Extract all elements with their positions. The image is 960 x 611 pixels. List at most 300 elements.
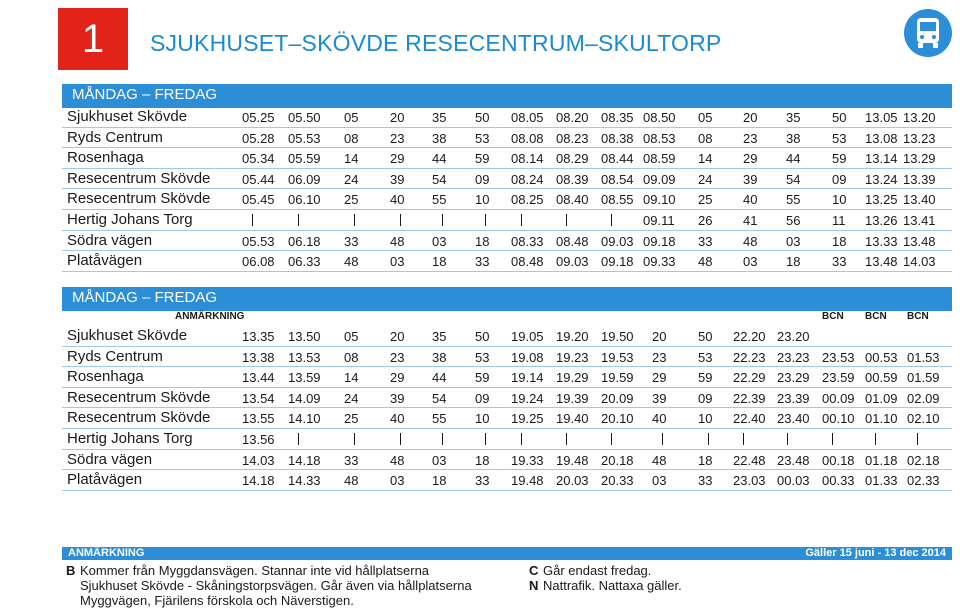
no-stop-marker (442, 214, 443, 226)
departure-time: 50 (475, 329, 490, 344)
departure-time: 09.03 (556, 254, 589, 270)
no-stop-marker (485, 433, 486, 445)
departure-time: 14.33 (288, 473, 321, 489)
departure-time: 08.14 (511, 151, 544, 167)
departure-time: 11 (832, 213, 846, 228)
stop-name: Resecentrum Skövde (67, 190, 211, 208)
row-separator (62, 469, 952, 470)
no-stop-marker (611, 214, 612, 226)
departure-time: 13.24 (865, 171, 898, 187)
departure-time: 13.44 (242, 370, 275, 386)
departure-time: 25 (344, 411, 359, 427)
departure-time: 48 (390, 452, 405, 468)
departure-time: 25 (344, 192, 359, 208)
departure-time: 20 (390, 329, 405, 344)
departure-time: 18 (832, 233, 847, 249)
row-separator (62, 490, 952, 491)
departure-time: 53 (832, 130, 847, 146)
departure-time: 00.10 (822, 411, 855, 427)
departure-time: 23.23 (777, 349, 810, 365)
no-stop-marker (298, 433, 299, 445)
departure-time: 08.39 (556, 171, 589, 187)
departure-time: 14.09 (288, 390, 321, 406)
departure-time: 23.03 (733, 473, 766, 489)
departure-time: 09.03 (601, 233, 634, 249)
no-stop-marker (400, 433, 401, 445)
departure-time: 20.10 (601, 411, 634, 427)
departure-time: 09 (475, 171, 490, 187)
departure-time: 50 (832, 110, 847, 125)
departure-time: 00.33 (822, 473, 855, 489)
departure-time: 33 (344, 233, 359, 249)
departure-time: 08.48 (556, 233, 589, 249)
departure-time: 19.40 (556, 411, 589, 427)
departure-time: 19.14 (511, 370, 544, 386)
no-stop-marker (875, 433, 876, 445)
no-stop-marker (832, 433, 833, 445)
departure-time: 13.14 (865, 151, 898, 167)
departure-time: 24 (698, 171, 713, 187)
departure-time: 18 (475, 233, 490, 249)
departure-time: 08.29 (556, 151, 589, 167)
departure-time: 20 (390, 110, 405, 125)
departure-time: 18 (786, 254, 801, 270)
departure-time: 33 (698, 473, 713, 489)
departure-time: 13.23 (903, 130, 936, 146)
departure-time: 48 (344, 473, 359, 489)
departure-time: 14 (344, 370, 359, 386)
row-separator (62, 209, 952, 210)
departure-time: 24 (344, 171, 359, 187)
row-separator (62, 250, 952, 251)
stop-name: Rosenhaga (67, 368, 144, 386)
departure-time: 23.39 (777, 390, 810, 406)
remarks-title: ANMÄRKNING (68, 547, 145, 559)
remark-label: ANMÄRKNING (175, 311, 245, 322)
no-stop-marker (442, 433, 443, 445)
stop-name: Södra vägen (67, 231, 153, 249)
departure-time: 54 (432, 390, 447, 406)
no-stop-marker (566, 214, 567, 226)
departure-time: 19.05 (511, 329, 544, 344)
no-stop-marker (252, 214, 253, 226)
departure-time: 55 (432, 192, 447, 208)
stop-name: Platåvägen (67, 252, 143, 270)
stop-name: Platåvägen (67, 471, 143, 489)
row-separator (62, 188, 952, 189)
departure-time: 06.33 (288, 254, 321, 270)
departure-time: 39 (743, 171, 758, 187)
departure-time: 08.44 (601, 151, 634, 167)
departure-time: 53 (698, 349, 713, 365)
departure-time: 01.33 (865, 473, 898, 489)
departure-time: 23 (390, 349, 405, 365)
departure-time: 22.48 (733, 452, 766, 468)
departure-time: 22.29 (733, 370, 766, 386)
departure-time: 09.33 (643, 254, 676, 270)
departure-time: 38 (786, 130, 801, 146)
section-header: MÅNDAG – FREDAG (62, 287, 952, 309)
departure-time: 35 (432, 110, 447, 125)
departure-time: 39 (390, 171, 405, 187)
departure-time: 02.10 (907, 411, 940, 427)
departure-time: 33 (832, 254, 847, 270)
departure-time: 13.59 (288, 370, 321, 386)
departure-time: 29 (390, 151, 405, 167)
departure-time: 03 (786, 233, 801, 249)
departure-time: 09.09 (643, 171, 676, 187)
departure-time: 08.24 (511, 171, 544, 187)
departure-time: 55 (786, 192, 801, 208)
row-separator (62, 428, 952, 429)
departure-time: 13.53 (288, 349, 321, 365)
departure-time: 20.09 (601, 390, 634, 406)
departure-time: 08.55 (601, 192, 634, 208)
departure-time: 19.48 (511, 473, 544, 489)
departure-time: 55 (432, 411, 447, 427)
stop-name: Resecentrum Skövde (67, 169, 211, 187)
departure-time: 08 (698, 130, 713, 146)
no-stop-marker (566, 433, 567, 445)
departure-time: 44 (432, 370, 447, 386)
departure-time: 48 (344, 254, 359, 270)
stop-name: Rosenhaga (67, 149, 144, 167)
departure-time: 03 (390, 473, 405, 489)
departure-time: 08.08 (511, 130, 544, 146)
departure-time: 19.08 (511, 349, 544, 365)
departure-time: 40 (652, 411, 667, 427)
departure-time: 13.39 (903, 171, 936, 187)
departure-time: 14.03 (242, 452, 275, 468)
departure-time: 09.11 (643, 213, 675, 228)
departure-time: 13.29 (903, 151, 936, 167)
departure-time: 08.05 (511, 110, 544, 125)
departure-time: 59 (475, 370, 490, 386)
departure-time: 22.23 (733, 349, 766, 365)
departure-time: 08.54 (601, 171, 634, 187)
departure-time: 08.53 (643, 130, 676, 146)
departure-time: 33 (475, 473, 490, 489)
no-stop-marker (708, 433, 709, 445)
row-separator (62, 147, 952, 148)
validity-text: Gäller 15 juni - 13 dec 2014 (805, 547, 946, 559)
departure-time: 08.23 (556, 130, 589, 146)
no-stop-marker (787, 433, 788, 445)
departure-time: 08.33 (511, 233, 544, 249)
departure-time: 00.59 (865, 370, 898, 386)
departure-time: 59 (698, 370, 713, 386)
departure-time: 13.41 (903, 213, 936, 228)
stop-name: Resecentrum Skövde (67, 388, 211, 406)
departure-time: 13.35 (242, 329, 275, 344)
departure-time: 53 (475, 130, 490, 146)
departure-time: 13.56 (242, 432, 275, 447)
departure-time: 05.28 (242, 130, 275, 146)
stop-name: Södra vägen (67, 450, 153, 468)
departure-time: 19.33 (511, 452, 544, 468)
row-separator (62, 168, 952, 169)
departure-time: 09 (698, 390, 713, 406)
departure-time: 35 (432, 329, 447, 344)
departure-time: 08.48 (511, 254, 544, 270)
departure-time: 13.20 (903, 110, 936, 125)
no-stop-marker (521, 433, 522, 445)
departure-time: 23.20 (777, 329, 810, 344)
departure-time: 06.10 (288, 192, 321, 208)
departure-time: 20 (652, 329, 667, 344)
departure-time: 26 (698, 213, 713, 228)
departure-time: 53 (475, 349, 490, 365)
remark-cell: BCN (865, 311, 887, 322)
departure-time: 08.59 (643, 151, 676, 167)
departure-time: 22.40 (733, 411, 766, 427)
no-stop-marker (611, 433, 612, 445)
departure-time: 13.48 (903, 233, 936, 249)
departure-time: 10 (475, 192, 490, 208)
departure-time: 22.20 (733, 329, 766, 344)
departure-time: 13.40 (903, 192, 936, 208)
no-stop-marker (400, 214, 401, 226)
departure-time: 14.18 (288, 452, 321, 468)
departure-time: 05.25 (242, 110, 275, 125)
departure-time: 13.26 (865, 213, 898, 228)
section-header: MÅNDAG – FREDAG (62, 84, 952, 106)
departure-time: 05.34 (242, 151, 275, 167)
departure-time: 10 (698, 411, 713, 427)
departure-time: 29 (652, 370, 667, 386)
departure-time: 18 (432, 254, 447, 270)
departure-time: 18 (432, 473, 447, 489)
departure-time: 18 (475, 452, 490, 468)
departure-time: 40 (743, 192, 758, 208)
departure-time: 29 (743, 151, 758, 167)
departure-time: 13.48 (865, 254, 898, 270)
departure-time: 13.05 (865, 110, 898, 125)
departure-time: 19.50 (601, 329, 634, 344)
departure-time: 06.09 (288, 171, 321, 187)
departure-time: 48 (390, 233, 405, 249)
no-stop-marker (298, 214, 299, 226)
departure-time: 00.53 (865, 349, 898, 365)
departure-time: 19.29 (556, 370, 589, 386)
no-stop-marker (743, 433, 744, 445)
section-divider (62, 106, 952, 108)
departure-time: 09 (475, 390, 490, 406)
no-stop-marker (662, 433, 663, 445)
departure-time: 48 (698, 254, 713, 270)
departure-time: 20.33 (601, 473, 634, 489)
stop-name: Sjukhuset Skövde (67, 327, 188, 344)
departure-time: 00.18 (822, 452, 855, 468)
remarks-bar (62, 547, 952, 560)
departure-time: 22.39 (733, 390, 766, 406)
no-stop-marker (354, 214, 355, 226)
departure-time: 08.38 (601, 130, 634, 146)
note-b: B Kommer från Myggdansvägen. Stannar inte vid hållplatserna Sjukhuset Skövde - Skåningstorpsvägen. Går även via hållplatserna Myggvägen, Fjärilens förskola och Näverstigen. (66, 563, 472, 608)
departure-time: 01.59 (907, 370, 940, 386)
departure-time: 08.25 (511, 192, 544, 208)
no-stop-marker (485, 214, 486, 226)
departure-time: 02.09 (907, 390, 940, 406)
departure-time: 08.40 (556, 192, 589, 208)
departure-time: 13.33 (865, 233, 898, 249)
departure-time: 13.38 (242, 349, 275, 365)
departure-time: 14.18 (242, 473, 275, 489)
departure-time: 38 (432, 349, 447, 365)
departure-time: 02.33 (907, 473, 940, 489)
departure-time: 03 (743, 254, 758, 270)
departure-time: 35 (786, 110, 801, 125)
departure-time: 39 (390, 390, 405, 406)
departure-time: 23.29 (777, 370, 810, 386)
departure-time: 44 (786, 151, 801, 167)
note-cn: C Går endast fredag. N Nattrafik. Nattaxa gäller. (529, 563, 682, 593)
departure-time: 50 (475, 110, 490, 125)
row-separator (62, 387, 952, 388)
departure-time: 01.09 (865, 390, 898, 406)
stop-name: Hertig Johans Torg (67, 211, 193, 228)
departure-time: 05.45 (242, 192, 275, 208)
no-stop-marker (521, 214, 522, 226)
departure-time: 54 (786, 171, 801, 187)
departure-time: 09.18 (643, 233, 676, 249)
departure-time: 13.50 (288, 329, 321, 344)
departure-time: 10 (475, 411, 490, 427)
departure-time: 05.53 (288, 130, 321, 146)
departure-time: 05.53 (242, 233, 275, 249)
departure-time: 44 (432, 151, 447, 167)
no-stop-marker (917, 433, 918, 445)
route-title: SJUKHUSET–SKÖVDE RESECENTRUM–SKULTORP (150, 30, 722, 56)
departure-time: 13.54 (242, 390, 275, 406)
stop-name: Hertig Johans Torg (67, 430, 193, 447)
departure-time: 23 (390, 130, 405, 146)
remark-cell: BCN (907, 311, 929, 322)
departure-time: 19.25 (511, 411, 544, 427)
departure-time: 50 (698, 329, 713, 344)
departure-time: 39 (652, 390, 667, 406)
departure-time: 20.03 (556, 473, 589, 489)
departure-time: 23.59 (822, 370, 855, 386)
row-separator (62, 271, 952, 272)
departure-time: 40 (390, 411, 405, 427)
departure-time: 06.08 (242, 254, 275, 270)
departure-time: 13.25 (865, 192, 898, 208)
departure-time: 33 (344, 452, 359, 468)
departure-time: 48 (652, 452, 667, 468)
departure-time: 14.10 (288, 411, 321, 427)
departure-time: 01.18 (865, 452, 898, 468)
departure-time: 03 (432, 452, 447, 468)
departure-time: 13.08 (865, 130, 898, 146)
bus-icon (903, 8, 953, 58)
departure-time: 08.35 (601, 110, 634, 125)
departure-time: 05 (344, 329, 359, 344)
departure-time: 02.18 (907, 452, 940, 468)
departure-time: 08.50 (643, 110, 676, 125)
row-separator (62, 366, 952, 367)
departure-time: 05.59 (288, 151, 321, 167)
departure-time: 08 (344, 349, 359, 365)
departure-time: 54 (432, 171, 447, 187)
departure-time: 00.09 (822, 390, 855, 406)
departure-time: 06.18 (288, 233, 321, 249)
departure-time: 59 (475, 151, 490, 167)
row-separator (62, 407, 952, 408)
departure-time: 41 (743, 213, 758, 228)
departure-time: 01.53 (907, 349, 940, 365)
departure-time: 19.23 (556, 349, 589, 365)
departure-time: 05 (344, 110, 359, 125)
departure-time: 56 (786, 213, 801, 228)
departure-time: 08 (344, 130, 359, 146)
departure-time: 09 (832, 171, 847, 187)
departure-time: 00.03 (777, 473, 810, 489)
stop-name: Ryds Centrum (67, 347, 163, 365)
departure-time: 33 (698, 233, 713, 249)
no-stop-marker (354, 433, 355, 445)
departure-time: 09.18 (601, 254, 634, 270)
departure-time: 05.50 (288, 110, 321, 125)
departure-time: 03 (432, 233, 447, 249)
remark-cell: BCN (822, 311, 844, 322)
departure-time: 23.48 (777, 452, 810, 468)
departure-time: 38 (432, 130, 447, 146)
departure-time: 19.39 (556, 390, 589, 406)
departure-time: 19.48 (556, 452, 589, 468)
departure-time: 03 (652, 473, 667, 489)
departure-time: 09.10 (643, 192, 676, 208)
departure-time: 05 (698, 110, 713, 125)
departure-time: 29 (390, 370, 405, 386)
departure-time: 20.18 (601, 452, 634, 468)
departure-time: 33 (475, 254, 490, 270)
departure-time: 23 (652, 349, 667, 365)
departure-time: 05.44 (242, 171, 275, 187)
departure-time: 23 (743, 130, 758, 146)
departure-time: 19.20 (556, 329, 589, 344)
stop-name: Ryds Centrum (67, 128, 163, 146)
route-number-badge: 1 (58, 8, 128, 70)
departure-time: 14 (344, 151, 359, 167)
departure-time: 48 (743, 233, 758, 249)
departure-time: 40 (390, 192, 405, 208)
departure-time: 19.53 (601, 349, 634, 365)
row-separator (62, 346, 952, 347)
row-separator (62, 127, 952, 128)
row-separator (62, 449, 952, 450)
departure-time: 14.03 (903, 254, 936, 270)
departure-time: 23.40 (777, 411, 810, 427)
stop-name: Sjukhuset Skövde (67, 108, 188, 125)
departure-time: 01.10 (865, 411, 898, 427)
departure-time: 20 (743, 110, 758, 125)
departure-time: 59 (832, 151, 847, 167)
departure-time: 08.20 (556, 110, 589, 125)
departure-time: 19.59 (601, 370, 634, 386)
departure-time: 10 (832, 192, 847, 208)
departure-time: 14 (698, 151, 713, 167)
departure-time: 18 (698, 452, 713, 468)
departure-time: 13.55 (242, 411, 275, 427)
departure-time: 25 (698, 192, 713, 208)
departure-time: 23.53 (822, 349, 855, 365)
row-separator (62, 230, 952, 231)
departure-time: 03 (390, 254, 405, 270)
departure-time: 24 (344, 390, 359, 406)
departure-time: 19.24 (511, 390, 544, 406)
stop-name: Resecentrum Skövde (67, 409, 211, 427)
